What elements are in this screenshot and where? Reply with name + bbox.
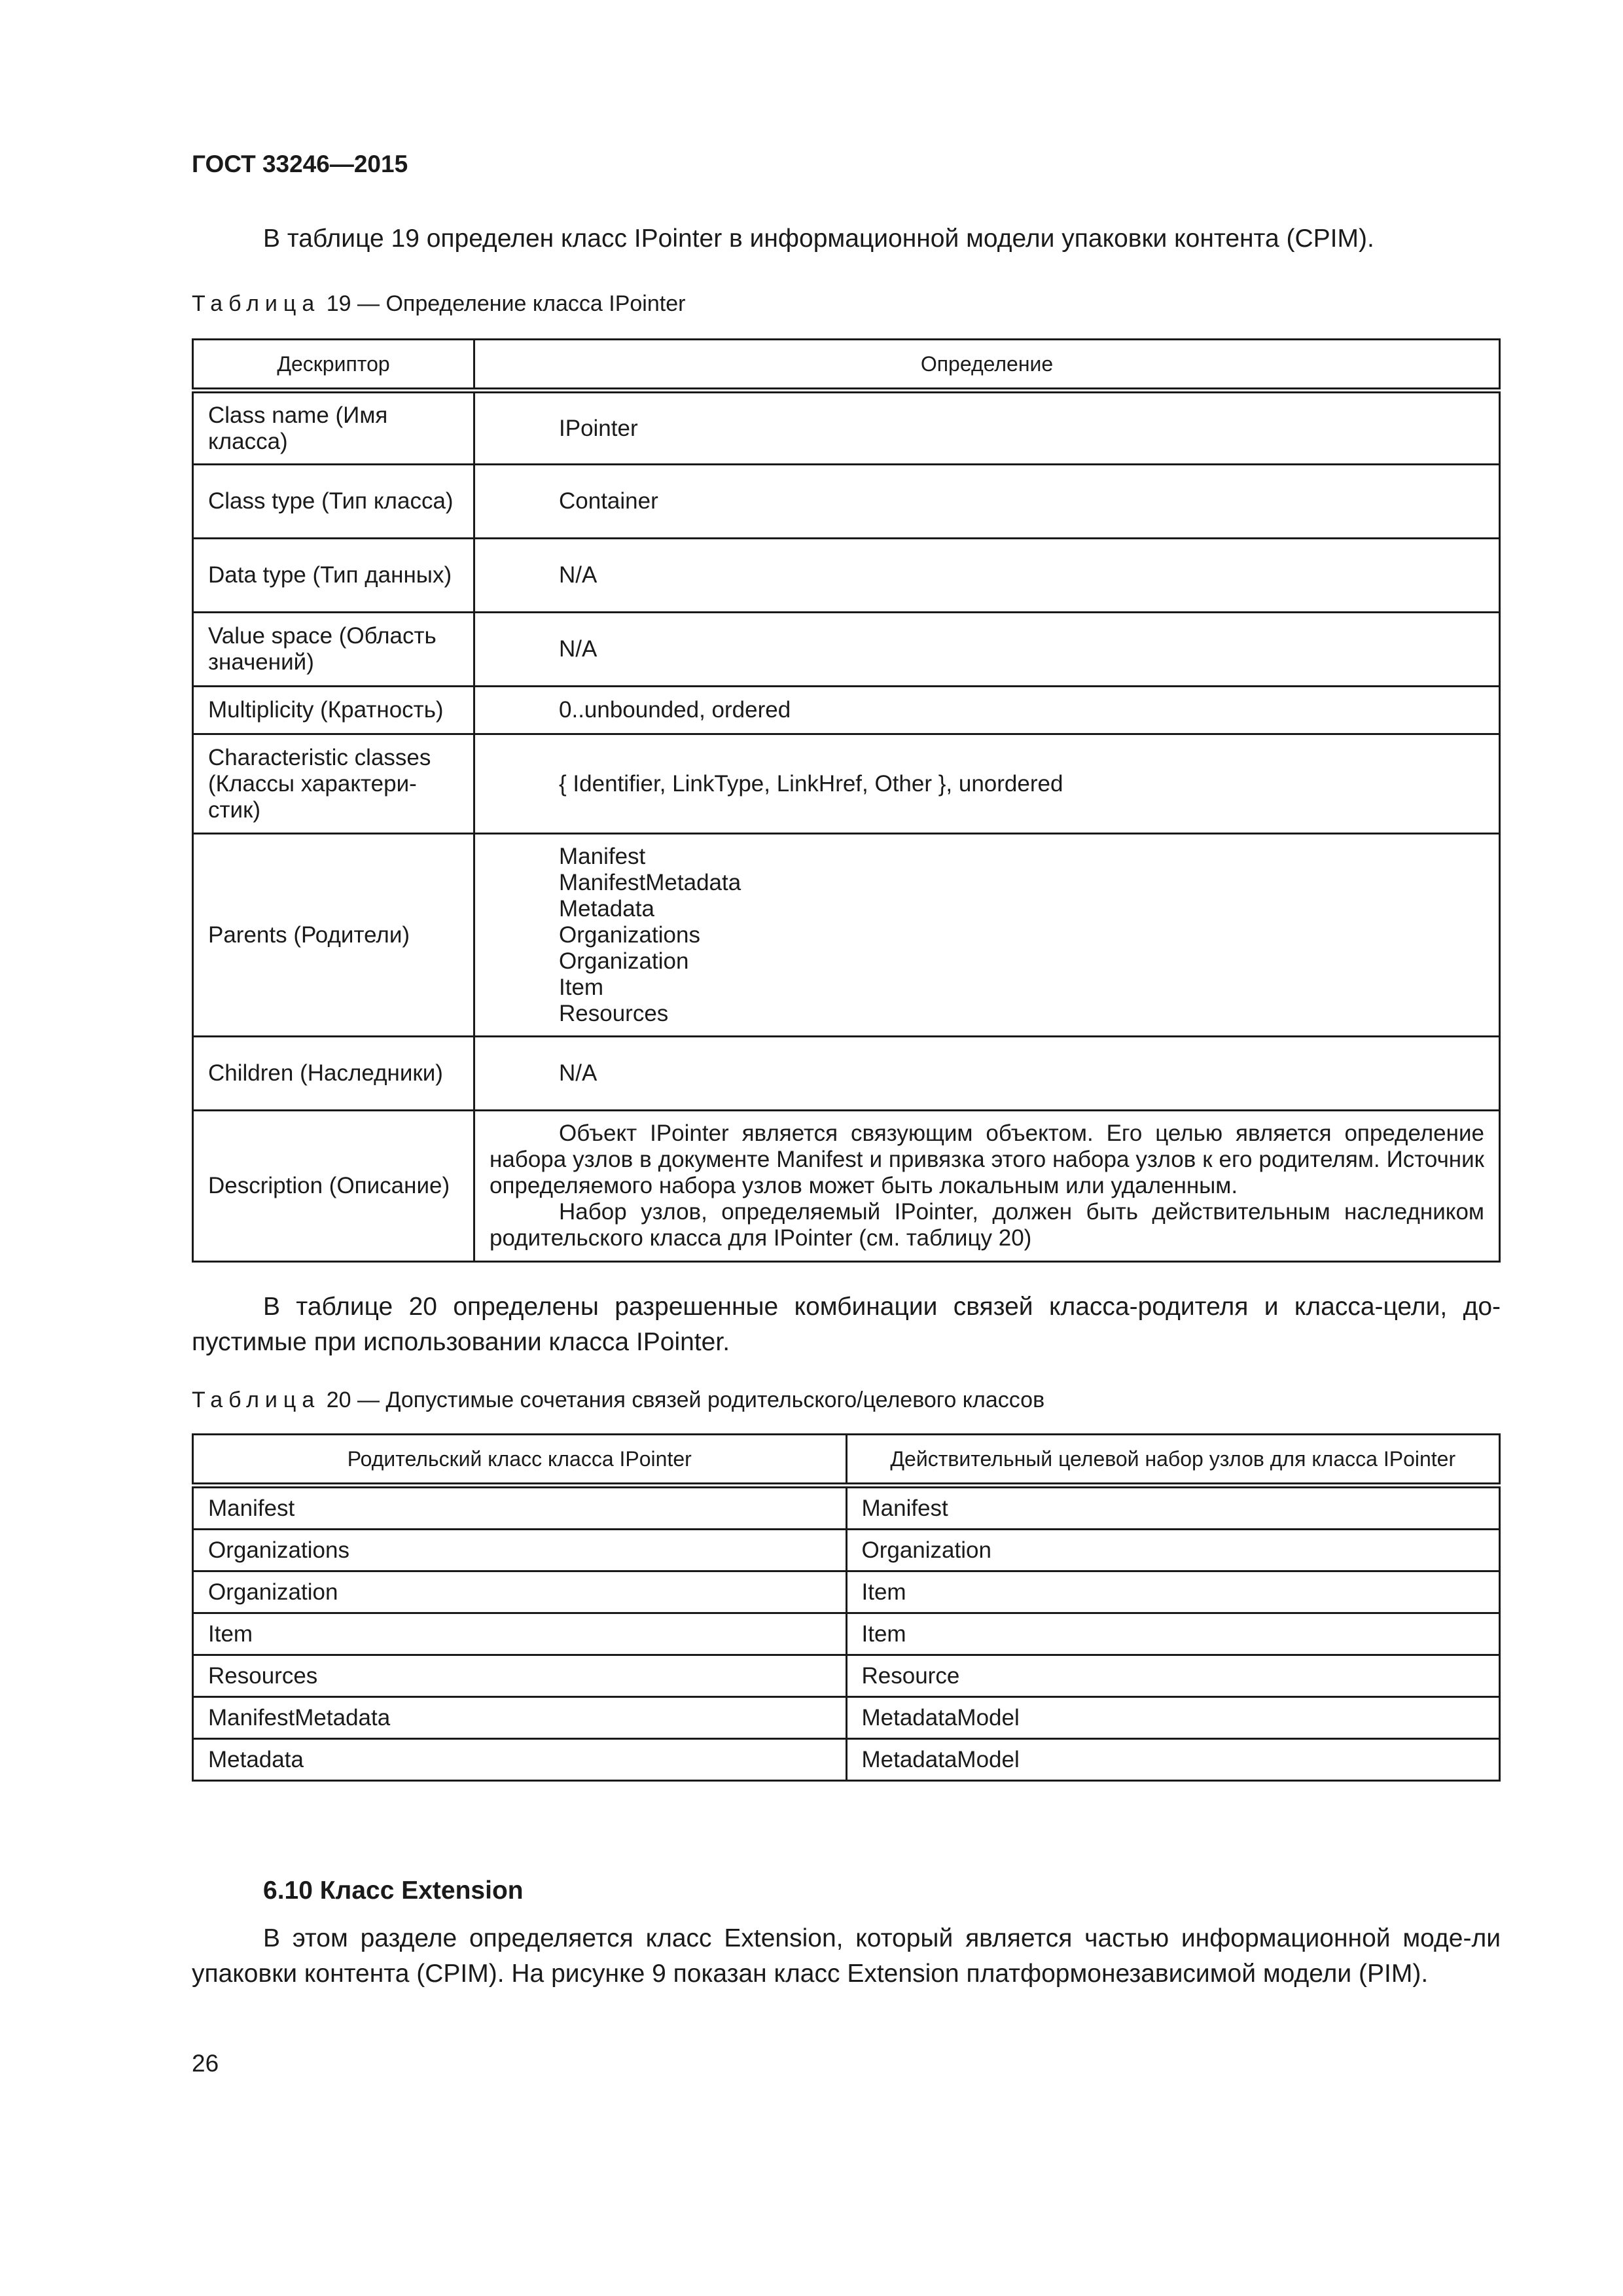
table19-caption: [192, 291, 685, 317]
table-row: [193, 1613, 1500, 1655]
descriptor-cell: Class type (Тип класса): [193, 465, 474, 539]
table20: [192, 1433, 1501, 1782]
table-row: [193, 1111, 1500, 1262]
table19: [192, 338, 1501, 1263]
definition-cell: N/A: [474, 539, 1500, 613]
list-item: Resources: [559, 1000, 669, 1026]
target-set-cell: Item: [846, 1571, 1500, 1613]
parent-class-cell: ManifestMetadata: [193, 1697, 847, 1739]
descriptor-cell: Class name (Имя класса): [193, 391, 474, 465]
table20-header-parent: Родительский класс класса IPointer: [193, 1435, 847, 1486]
descriptor-cell: Data type (Тип данных): [193, 539, 474, 613]
table19-header-descriptor: Дескриптор: [193, 340, 474, 391]
descriptor-cell: Multiplicity (Кратность): [193, 687, 474, 734]
parent-class-cell: Item: [193, 1613, 847, 1655]
table-row: [193, 1530, 1500, 1571]
table-row: [193, 465, 1500, 539]
description-paragraph: Объект IPointer является связующим объектом. Его целью является определение набора узлов в документе Manifest и привязка этого набора узлов к его родителям. Источник определяемого набора узлов может быть локальным или удаленным.: [490, 1121, 1484, 1198]
descriptor-cell: Parents (Родители): [193, 834, 474, 1037]
table20-caption-text: 20 — Допустимые сочетания связей родительского/целевого классов: [326, 1388, 1045, 1412]
list-item: ManifestMetadata: [559, 869, 741, 895]
definition-cell: N/A: [474, 613, 1500, 687]
table-row: [193, 1037, 1500, 1111]
target-set-cell: MetadataModel: [846, 1739, 1500, 1781]
definition-cell: { Identifier, LinkType, LinkHref, Other }, unordered: [474, 734, 1500, 834]
table-row: [193, 1571, 1500, 1613]
target-set-cell: Item: [846, 1613, 1500, 1655]
table-row: [193, 539, 1500, 613]
table19-caption-label: Таблица: [192, 291, 321, 316]
target-set-cell: Manifest: [846, 1486, 1500, 1530]
section-paragraph: В этом разделе определяется класс Extension, который является частью информационной моде-ли упаковки контента (CPIM). На рисунке 9 показан класс Extension платформонезависимой модели (PIM).: [192, 1924, 1501, 1988]
target-set-cell: Organization: [846, 1530, 1500, 1571]
table19-header-definition: Определение: [474, 340, 1500, 391]
descriptor-cell: Children (Наследники): [193, 1037, 474, 1111]
parent-class-cell: Metadata: [193, 1739, 847, 1781]
definition-cell: 0..unbounded, ordered: [474, 687, 1500, 734]
list-item: Organization: [559, 948, 689, 974]
table-row: [193, 1486, 1500, 1530]
target-set-cell: MetadataModel: [846, 1697, 1500, 1739]
definition-list-cell: [474, 834, 1500, 1037]
definition-cell: N/A: [474, 1037, 1500, 1111]
section-heading: 6.10 Класс Extension: [263, 1876, 524, 1905]
table-row: [193, 1655, 1500, 1697]
descriptor-cell: Characteristic classes (Классы характери-стик): [193, 734, 474, 834]
table-row: [193, 1697, 1500, 1739]
list-item: Metadata: [559, 895, 654, 922]
description-paragraph: Набор узлов, определяемый IPointer, должен быть действительным наследником родительского класса для IPointer (см. таблицу 20): [490, 1199, 1484, 1251]
page-number: 26: [192, 2050, 219, 2077]
table-row: [193, 613, 1500, 687]
descriptor-cell: Description (Описание): [193, 1111, 474, 1262]
middle-paragraph: В таблице 20 определены разрешенные комбинации связей класса-родителя и класса-цели, до-пустимые при использовании класса IPointer.: [192, 1293, 1501, 1356]
table-row: [193, 834, 1500, 1037]
table20-caption: [192, 1388, 1044, 1413]
table19-caption-text: 19 — Определение класса IPointer: [326, 291, 686, 316]
parent-class-cell: Manifest: [193, 1486, 847, 1530]
list-item: Organizations: [559, 922, 700, 948]
table-row: [193, 1739, 1500, 1781]
definition-cell: Container: [474, 465, 1500, 539]
description-cell: [474, 1111, 1500, 1262]
table-row: [193, 391, 1500, 465]
document-header: ГОСТ 33246—2015: [192, 151, 408, 177]
descriptor-cell: Value space (Область значений): [193, 613, 474, 687]
target-set-cell: Resource: [846, 1655, 1500, 1697]
intro-paragraph: В таблице 19 определен класс IPointer в информационной модели упаковки контента (CPIM).: [263, 224, 1374, 253]
table-row: [193, 687, 1500, 734]
list-item: Item: [559, 974, 604, 1000]
list-item: Manifest: [559, 843, 646, 869]
table-row: [193, 734, 1500, 834]
table20-header-target: Действительный целевой набор узлов для класса IPointer: [846, 1435, 1500, 1486]
parent-class-cell: Organization: [193, 1571, 847, 1613]
definition-cell: IPointer: [474, 391, 1500, 465]
table20-caption-label: Таблица: [192, 1388, 321, 1412]
parent-class-cell: Resources: [193, 1655, 847, 1697]
parent-class-cell: Organizations: [193, 1530, 847, 1571]
